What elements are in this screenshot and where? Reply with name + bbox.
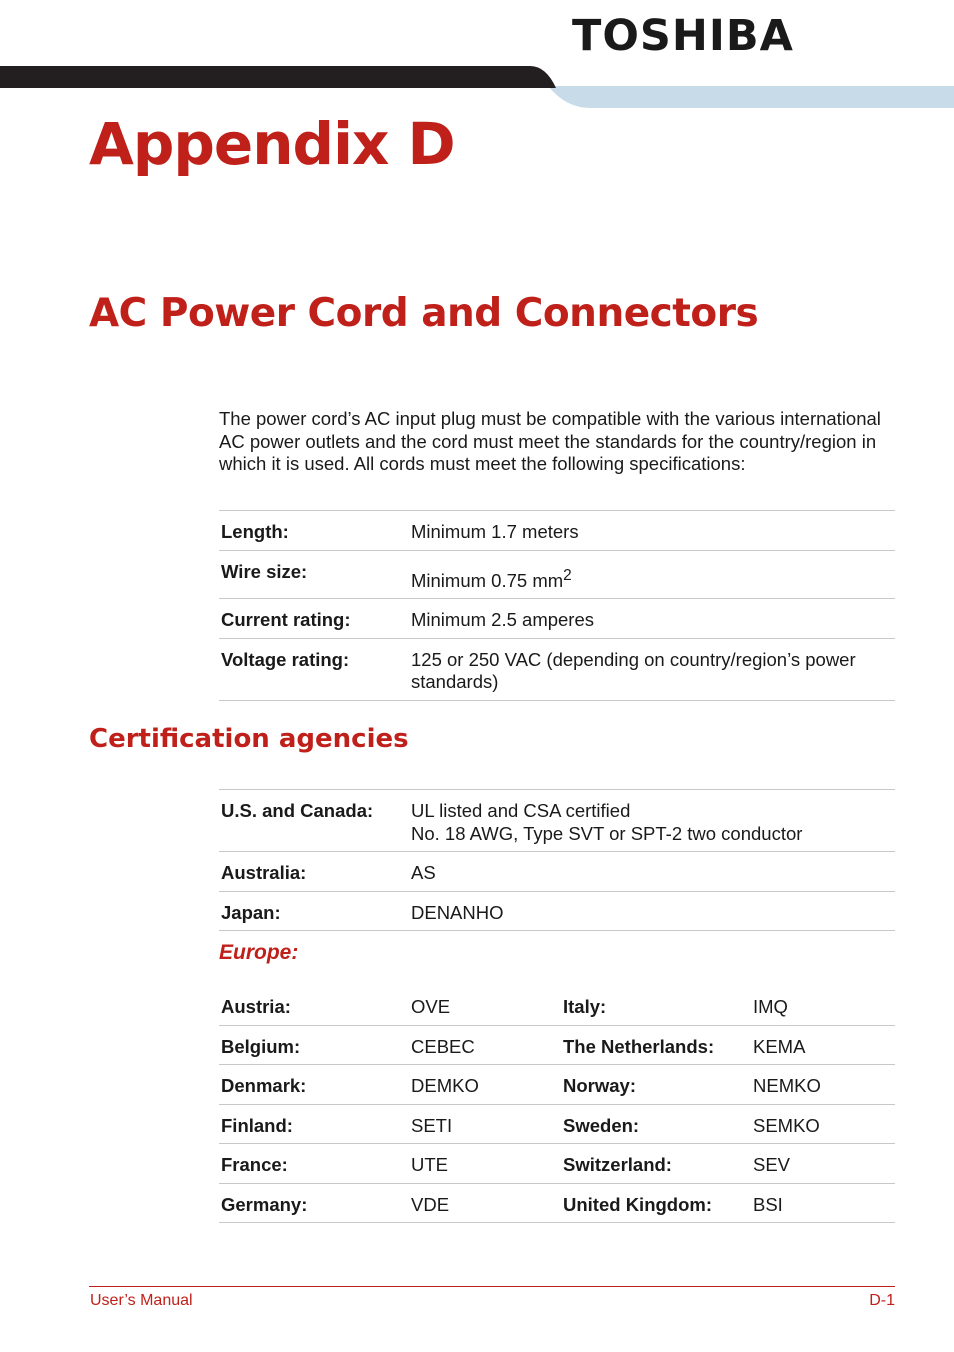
agency-line: UL listed and CSA certified [411,800,631,821]
table-row [219,1065,895,1105]
europe-table [219,986,895,1223]
spec-superscript: 2 [563,566,572,584]
spec-value: Minimum 1.7 meters [411,521,579,542]
table-row [219,891,895,931]
table-row [219,511,895,551]
agency-label: Australia: [221,862,307,883]
table-row [219,986,895,1025]
agency-code: SEMKO [753,1114,820,1136]
country-label: Italy: [563,996,607,1017]
spec-table [219,510,895,701]
country-label: Switzerland: [563,1154,672,1175]
agency-code: IMQ [753,996,788,1017]
table-row [219,790,895,852]
agency-code: DEMKO [411,1075,479,1096]
footer-rule [89,1286,895,1287]
country-label: Austria: [221,996,291,1017]
agency-table [219,789,895,931]
agency-code: UTE [411,1154,448,1175]
spec-value-wire [409,550,895,599]
agency-code: NEMKO [753,1075,821,1096]
header-band-dark [0,66,556,88]
country-label: Belgium: [221,1035,301,1057]
agency-code: KEMA [753,1035,806,1057]
table-row [219,1025,895,1065]
agency-label: U.S. and Canada: [221,800,374,821]
toshiba-logo: TOSHIBA [572,11,794,61]
footer-manual-label: User’s Manual [90,1292,193,1309]
table-row [219,550,895,599]
country-label: United Kingdom: [563,1193,713,1215]
country-label: Norway: [563,1075,636,1096]
agency-code: CEBEC [411,1035,475,1057]
agency-code: BSI [753,1193,783,1215]
europe-label: Europe: [219,941,299,964]
spec-value: Minimum 0.75 mm [411,569,564,591]
table-row [219,1104,895,1144]
agency-value: DENANHO [411,901,504,923]
intro-paragraph: The power cord’s AC input plug must be compatible with the various international AC power outlets and the cord must meet the standards for the country/region in which it is used. All cords must meet the following specifications: [219,408,881,474]
table-row [219,1183,895,1223]
agency-value: AS [411,862,436,883]
spec-label: Voltage rating: [221,648,350,670]
header-band-light [548,86,954,108]
table-row [219,852,895,892]
table-row [219,638,895,700]
country-label: Germany: [221,1193,308,1215]
spec-value: Minimum 2.5 amperes [411,609,595,631]
header-band [0,66,954,108]
agency-value [409,790,895,852]
agency-line: No. 18 AWG, Type SVT or SPT-2 two conductor [411,822,803,844]
country-label: Denmark: [221,1075,307,1096]
country-label: Finland: [221,1114,293,1136]
cert-title: Certification agencies [89,724,409,754]
country-label: The Netherlands: [563,1035,715,1057]
agency-code: SEV [753,1154,791,1175]
agency-code: OVE [411,996,451,1017]
section-title: AC Power Cord and Connectors [89,291,759,336]
spec-label: Current rating: [221,609,351,631]
table-row [219,599,895,639]
agency-label: Japan: [221,901,281,923]
appendix-title: Appendix D [89,110,455,178]
spec-label: Length: [221,521,289,542]
spec-value: 125 or 250 VAC (depending on country/region’s power standards) [411,648,856,693]
agency-code: VDE [411,1193,450,1215]
country-label: France: [221,1154,288,1175]
country-label: Sweden: [563,1114,640,1136]
page-number: D-1 [869,1292,895,1309]
spec-label: Wire size: [221,560,308,582]
agency-code: SETI [411,1114,453,1136]
table-row [219,1144,895,1184]
